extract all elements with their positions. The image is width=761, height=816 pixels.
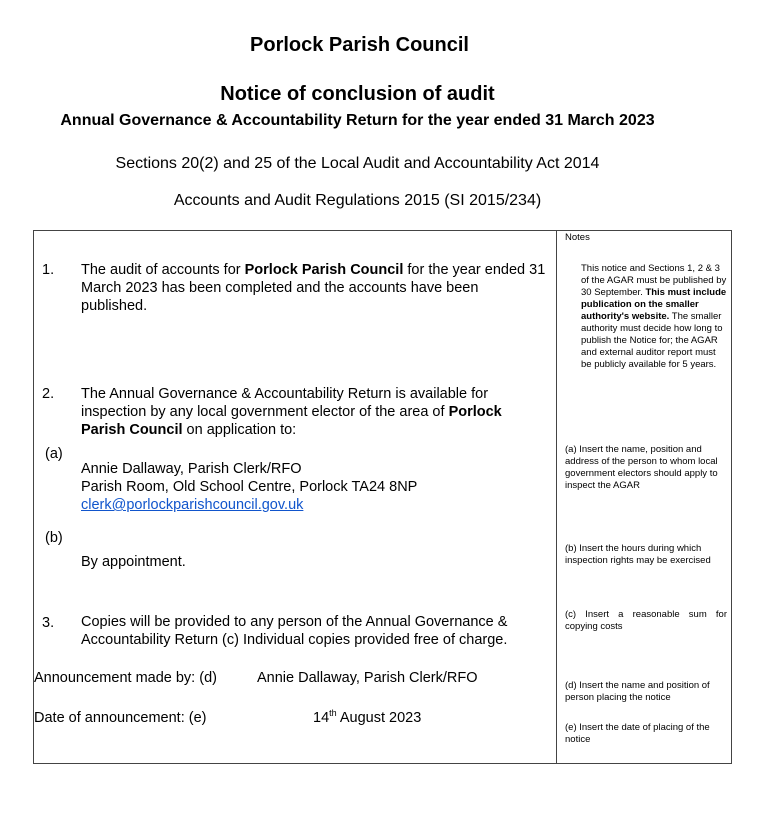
contact-email-link[interactable]: clerk@porlockparishcouncil.gov.uk (81, 497, 304, 513)
date-label: Date of announcement: (e) (34, 710, 207, 726)
item-b-label: (b) (45, 530, 63, 546)
date-suffix: th (329, 708, 337, 719)
item-1-council: Porlock Parish Council (244, 262, 404, 278)
date-value (313, 709, 421, 727)
notice-title: Notice of conclusion of audit (220, 83, 495, 105)
item-1-pre: The audit of accounts for (81, 262, 245, 278)
council-title: Porlock Parish Council (250, 34, 469, 56)
item-a-label: (a) (45, 446, 63, 462)
item-2-text (81, 385, 526, 439)
item-3-number: 3. (42, 615, 55, 631)
note-1 (581, 263, 727, 371)
notes-heading: Notes (565, 232, 590, 243)
legal-sections: Sections 20(2) and 25 of the Local Audit and Accountability Act 2014 (115, 155, 600, 172)
item-2-council: Porlock Parish Council (81, 404, 502, 438)
item-1-post: for the year ended 31 March 2023 has been completed and the accounts have been published. (81, 262, 546, 314)
item-3-text: Copies will be provided to any person of the Annual Governance & Accountability Return (c) Individual copies provided free of charge. (81, 614, 508, 648)
notice-subtitle: Annual Governance & Accountability Return for the year ended 31 March 2023 (60, 112, 655, 129)
announcement-value: Annie Dallaway, Parish Clerk/RFO (257, 670, 478, 686)
contact-address: Parish Room, Old School Centre, Porlock TA24 8NP (81, 479, 418, 495)
note-e: (e) Insert the date of placing of the notice (565, 722, 710, 745)
notes-divider (556, 231, 557, 763)
note-d: (d) Insert the name and position of person placing the notice (565, 680, 710, 703)
note-1-bold: This must include publication on the smaller authority's website. (581, 287, 727, 322)
note-c: (c) Insert a reasonable sum for copying costs (565, 609, 727, 632)
item-2-post: on application to: (182, 422, 297, 438)
note-a: (a) Insert the name, position and address of the person to whom local government electors should apply to inspect the AGAR (565, 444, 718, 491)
legal-regulations: Accounts and Audit Regulations 2015 (SI 2015/234) (173, 192, 542, 209)
note-1-pre: This notice and Sections 1, 2 & 3 of the AGAR must be published by 30 September. (581, 263, 727, 298)
note-b: (b) Insert the hours during which inspection rights may be exercised (565, 543, 711, 566)
contact-name: Annie Dallaway, Parish Clerk/RFO (81, 461, 302, 477)
date-rest: August 2023 (336, 710, 422, 726)
date-day: 14 (313, 710, 330, 726)
announcement-label: Announcement made by: (d) (34, 670, 217, 686)
item-2-number: 2. (42, 386, 55, 402)
inspection-hours: By appointment. (81, 554, 186, 570)
item-1-number: 1. (42, 262, 55, 278)
note-1-post: The smaller authority must decide how long to publish the Notice for; the AGAR and external auditor report must be publicly available for 5 years. (581, 311, 723, 370)
item-1-text (81, 261, 546, 315)
item-2-pre: The Annual Governance & Accountability Return is available for inspection by any local government elector of the area of (81, 386, 489, 420)
